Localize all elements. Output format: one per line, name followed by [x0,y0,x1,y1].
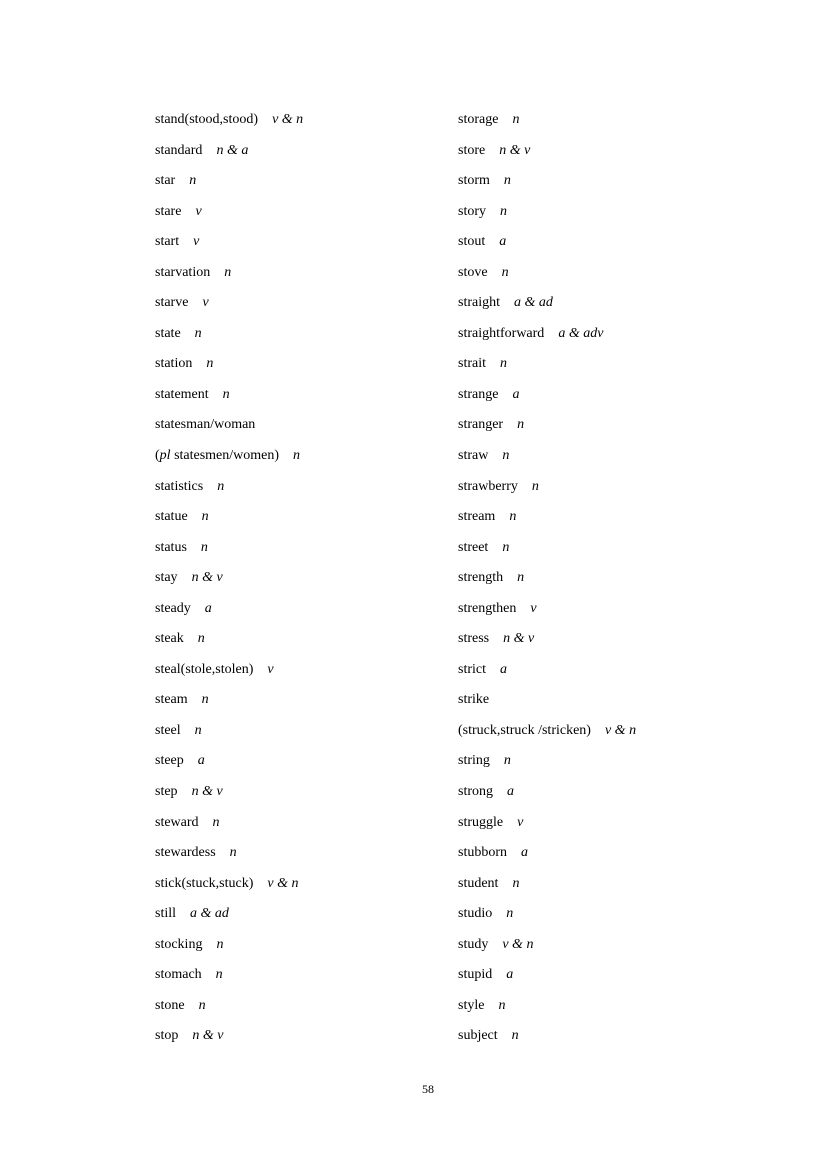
entry-word: stone [155,997,185,1013]
entry-part-of-speech: n [509,509,517,525]
vocabulary-entry [155,263,435,294]
entry-part-of-speech: v & n [604,722,637,738]
entry-word: stomach [155,967,202,983]
vocabulary-entry [458,568,758,599]
vocabulary-entry [155,354,435,385]
entry-word: stand(stood,stood) [155,112,259,127]
entry-word: strict [458,661,486,677]
entry-word: strawberry [458,478,518,494]
entry-part-of-speech: a [506,967,514,983]
entry-word: study [458,936,489,952]
entry-part-of-speech: a [197,753,205,769]
entry-part-of-speech: a & ad [190,906,229,922]
vocabulary-entry [155,1026,435,1057]
entry-part-of-speech: n [503,753,511,769]
entry-word: steel [155,722,181,738]
entry-part-of-speech: n [502,539,510,555]
entry-abbreviation: pl [159,448,171,464]
entry-part-of-speech: n [502,448,510,464]
entry-word: statue [155,509,188,525]
entry-word: steam [155,692,188,708]
entry-word: strike [458,692,490,708]
vocabulary-entry [458,782,758,813]
entry-part-of-speech: n [201,509,209,525]
vocabulary-entry [458,202,758,233]
vocabulary-entry [458,996,758,1027]
entry-part-of-speech: n [217,478,225,494]
entry-word: stubborn [458,845,507,861]
vocabulary-entry [155,507,435,538]
entry-word: store [458,142,486,158]
entry-word: studio [458,906,493,922]
entry-part-of-speech: n & v [499,142,531,158]
entry-word: starve [155,295,189,311]
vocabulary-entry [155,232,435,263]
vocabulary-entry [458,232,758,263]
vocabulary-entry [155,721,435,752]
entry-word: (struck,struck /stricken) [458,722,591,738]
entry-word: stranger [458,417,504,433]
vocabulary-entry [458,660,758,691]
entry-word: start [155,234,180,250]
vocabulary-entry [458,751,758,782]
entry-word: stare [155,203,182,219]
entry-part-of-speech: v [195,203,202,219]
vocabulary-entry [458,965,758,996]
entry-word: star [155,173,176,189]
entry-word: stay [155,570,178,586]
entry-word: statistics [155,478,204,494]
entry-word: (pl statesmen/women) [155,448,280,464]
entry-word: storm [458,173,490,189]
vocabulary-entry [155,477,435,508]
entry-word: straight [458,295,500,311]
entry-part-of-speech: n [224,264,232,280]
entry-part-of-speech: a & ad [514,295,553,311]
vocabulary-entry [458,141,758,172]
entry-part-of-speech: n & v [191,570,223,586]
entry-word: standard [155,142,203,158]
entry-part-of-speech: a [521,845,528,861]
vocabulary-entry [458,904,758,935]
vocabulary-entry [458,446,758,477]
entry-part-of-speech: v & n [502,936,534,952]
entry-part-of-speech: n [229,845,237,861]
vocabulary-entry [155,141,435,172]
entry-part-of-speech: a [512,386,520,402]
page-number: 58 [422,1082,434,1096]
entry-part-of-speech: n [206,356,214,372]
vocabulary-entry [458,874,758,905]
vocabulary-entry [155,599,435,630]
entry-part-of-speech: a [204,600,212,616]
entry-part-of-speech: n [506,906,514,922]
vocabulary-entry [155,965,435,996]
vocabulary-entry [458,538,758,569]
entry-part-of-speech: v [517,814,524,830]
vocabulary-entry [458,171,758,202]
vocabulary-entry [458,263,758,294]
entry-part-of-speech: n [511,1028,519,1044]
entry-part-of-speech: n & v [191,784,223,800]
entry-part-of-speech: v & n [272,112,304,127]
vocabulary-column-left [155,110,435,1057]
vocabulary-column-right [458,110,758,1057]
vocabulary-entry [458,507,758,538]
entry-word: stupid [458,967,493,983]
entry-part-of-speech: n [216,936,224,952]
entry-word: statement [155,386,209,402]
entry-part-of-speech: v [202,295,209,311]
entry-part-of-speech: n & a [216,142,249,158]
entry-word: stop [155,1028,179,1044]
vocabulary-entry [155,874,435,905]
vocabulary-entry [458,935,758,966]
entry-part-of-speech: n [215,967,223,983]
vocabulary-entry [155,813,435,844]
vocabulary-entry [458,385,758,416]
entry-part-of-speech: n [293,448,301,464]
entry-word: stewardess [155,845,216,861]
entry-word: step [155,784,178,800]
entry-word: straw [458,448,489,464]
vocabulary-entry [155,629,435,660]
entry-part-of-speech: n [194,722,202,738]
entry-word: steady [155,600,191,616]
vocabulary-entry [458,477,758,508]
entry-word: strengthen [458,600,517,616]
vocabulary-entry [458,415,758,446]
vocabulary-entry [458,629,758,660]
vocabulary-entry [155,568,435,599]
vocabulary-entry [155,446,435,477]
entry-part-of-speech: n [200,539,208,555]
vocabulary-entry [458,721,758,752]
entry-part-of-speech: n [201,692,209,708]
entry-part-of-speech: n [503,173,511,189]
entry-part-of-speech: n [194,325,202,341]
vocabulary-entry [155,385,435,416]
entry-part-of-speech: a [507,784,514,800]
entry-part-of-speech: a [499,234,507,250]
vocabulary-entry [458,324,758,355]
entry-word: strength [458,570,504,586]
vocabulary-entry [155,935,435,966]
entry-word: stout [458,234,486,250]
vocabulary-entry [155,171,435,202]
entry-part-of-speech: v & n [267,875,299,891]
entry-word: still [155,906,177,922]
entry-part-of-speech: a [500,661,507,677]
vocabulary-entry [458,599,758,630]
entry-word: string [458,753,490,769]
entry-part-of-speech: n [189,173,197,189]
entry-word: station [155,356,193,372]
vocabulary-entry [155,110,435,141]
vocabulary-entry [155,690,435,721]
vocabulary-entry [155,538,435,569]
entry-part-of-speech: n [501,264,509,280]
entry-part-of-speech: v [530,600,537,616]
entry-part-of-speech: n & v [192,1028,224,1044]
entry-word: street [458,539,489,555]
vocabulary-entry [458,110,758,141]
vocabulary-entry [155,996,435,1027]
entry-word: steak [155,631,184,647]
entry-word: strait [458,356,486,372]
entry-word: style [458,997,485,1013]
entry-word: steep [155,753,184,769]
entry-part-of-speech: v [267,661,274,677]
entry-part-of-speech: n [531,478,539,494]
entry-part-of-speech: a & adv [558,325,604,341]
entry-word: struggle [458,814,504,830]
vocabulary-entry [155,324,435,355]
vocabulary-entry [155,202,435,233]
vocabulary-entry [155,782,435,813]
entry-part-of-speech: n [512,875,520,891]
entry-part-of-speech: n [517,570,525,586]
entry-word: stocking [155,936,203,952]
vocabulary-entry [458,1026,758,1057]
entry-part-of-speech: n [222,386,230,402]
entry-part-of-speech: n [197,631,205,647]
vocabulary-entry [155,415,435,446]
entry-word: story [458,203,486,219]
entry-word: stove [458,264,488,280]
entry-word: stick(stuck,stuck) [155,875,254,891]
entry-word: state [155,325,181,341]
entry-part-of-speech: n & v [503,631,535,647]
entry-part-of-speech: n [517,417,525,433]
vocabulary-entry [458,354,758,385]
entry-part-of-speech: n [500,203,507,219]
entry-word: statesman/woman [155,417,256,433]
vocabulary-entry [155,843,435,874]
entry-word: stream [458,509,496,525]
entry-word: steward [155,814,199,830]
vocabulary-entry [155,660,435,691]
vocabulary-entry [155,904,435,935]
vocabulary-entry [155,293,435,324]
vocabulary-entry [155,751,435,782]
entry-part-of-speech: v [193,234,200,250]
entry-word: status [155,539,187,555]
entry-word: starvation [155,264,211,280]
entry-word: strong [458,784,493,800]
entry-word: storage [458,112,499,127]
vocabulary-entry [458,690,758,721]
vocabulary-entry [458,293,758,324]
entry-part-of-speech: n [500,356,507,372]
vocabulary-entry [458,813,758,844]
entry-part-of-speech: n [198,997,206,1013]
entry-word: straightforward [458,325,545,341]
entry-word: strange [458,386,499,402]
entry-part-of-speech: n [212,814,220,830]
entry-word: steal(stole,stolen) [155,661,254,677]
entry-part-of-speech: n [512,112,520,127]
entry-word: student [458,875,499,891]
vocabulary-entry [458,843,758,874]
entry-word: stress [458,631,490,647]
entry-word: subject [458,1028,498,1044]
entry-part-of-speech: n [498,997,506,1013]
